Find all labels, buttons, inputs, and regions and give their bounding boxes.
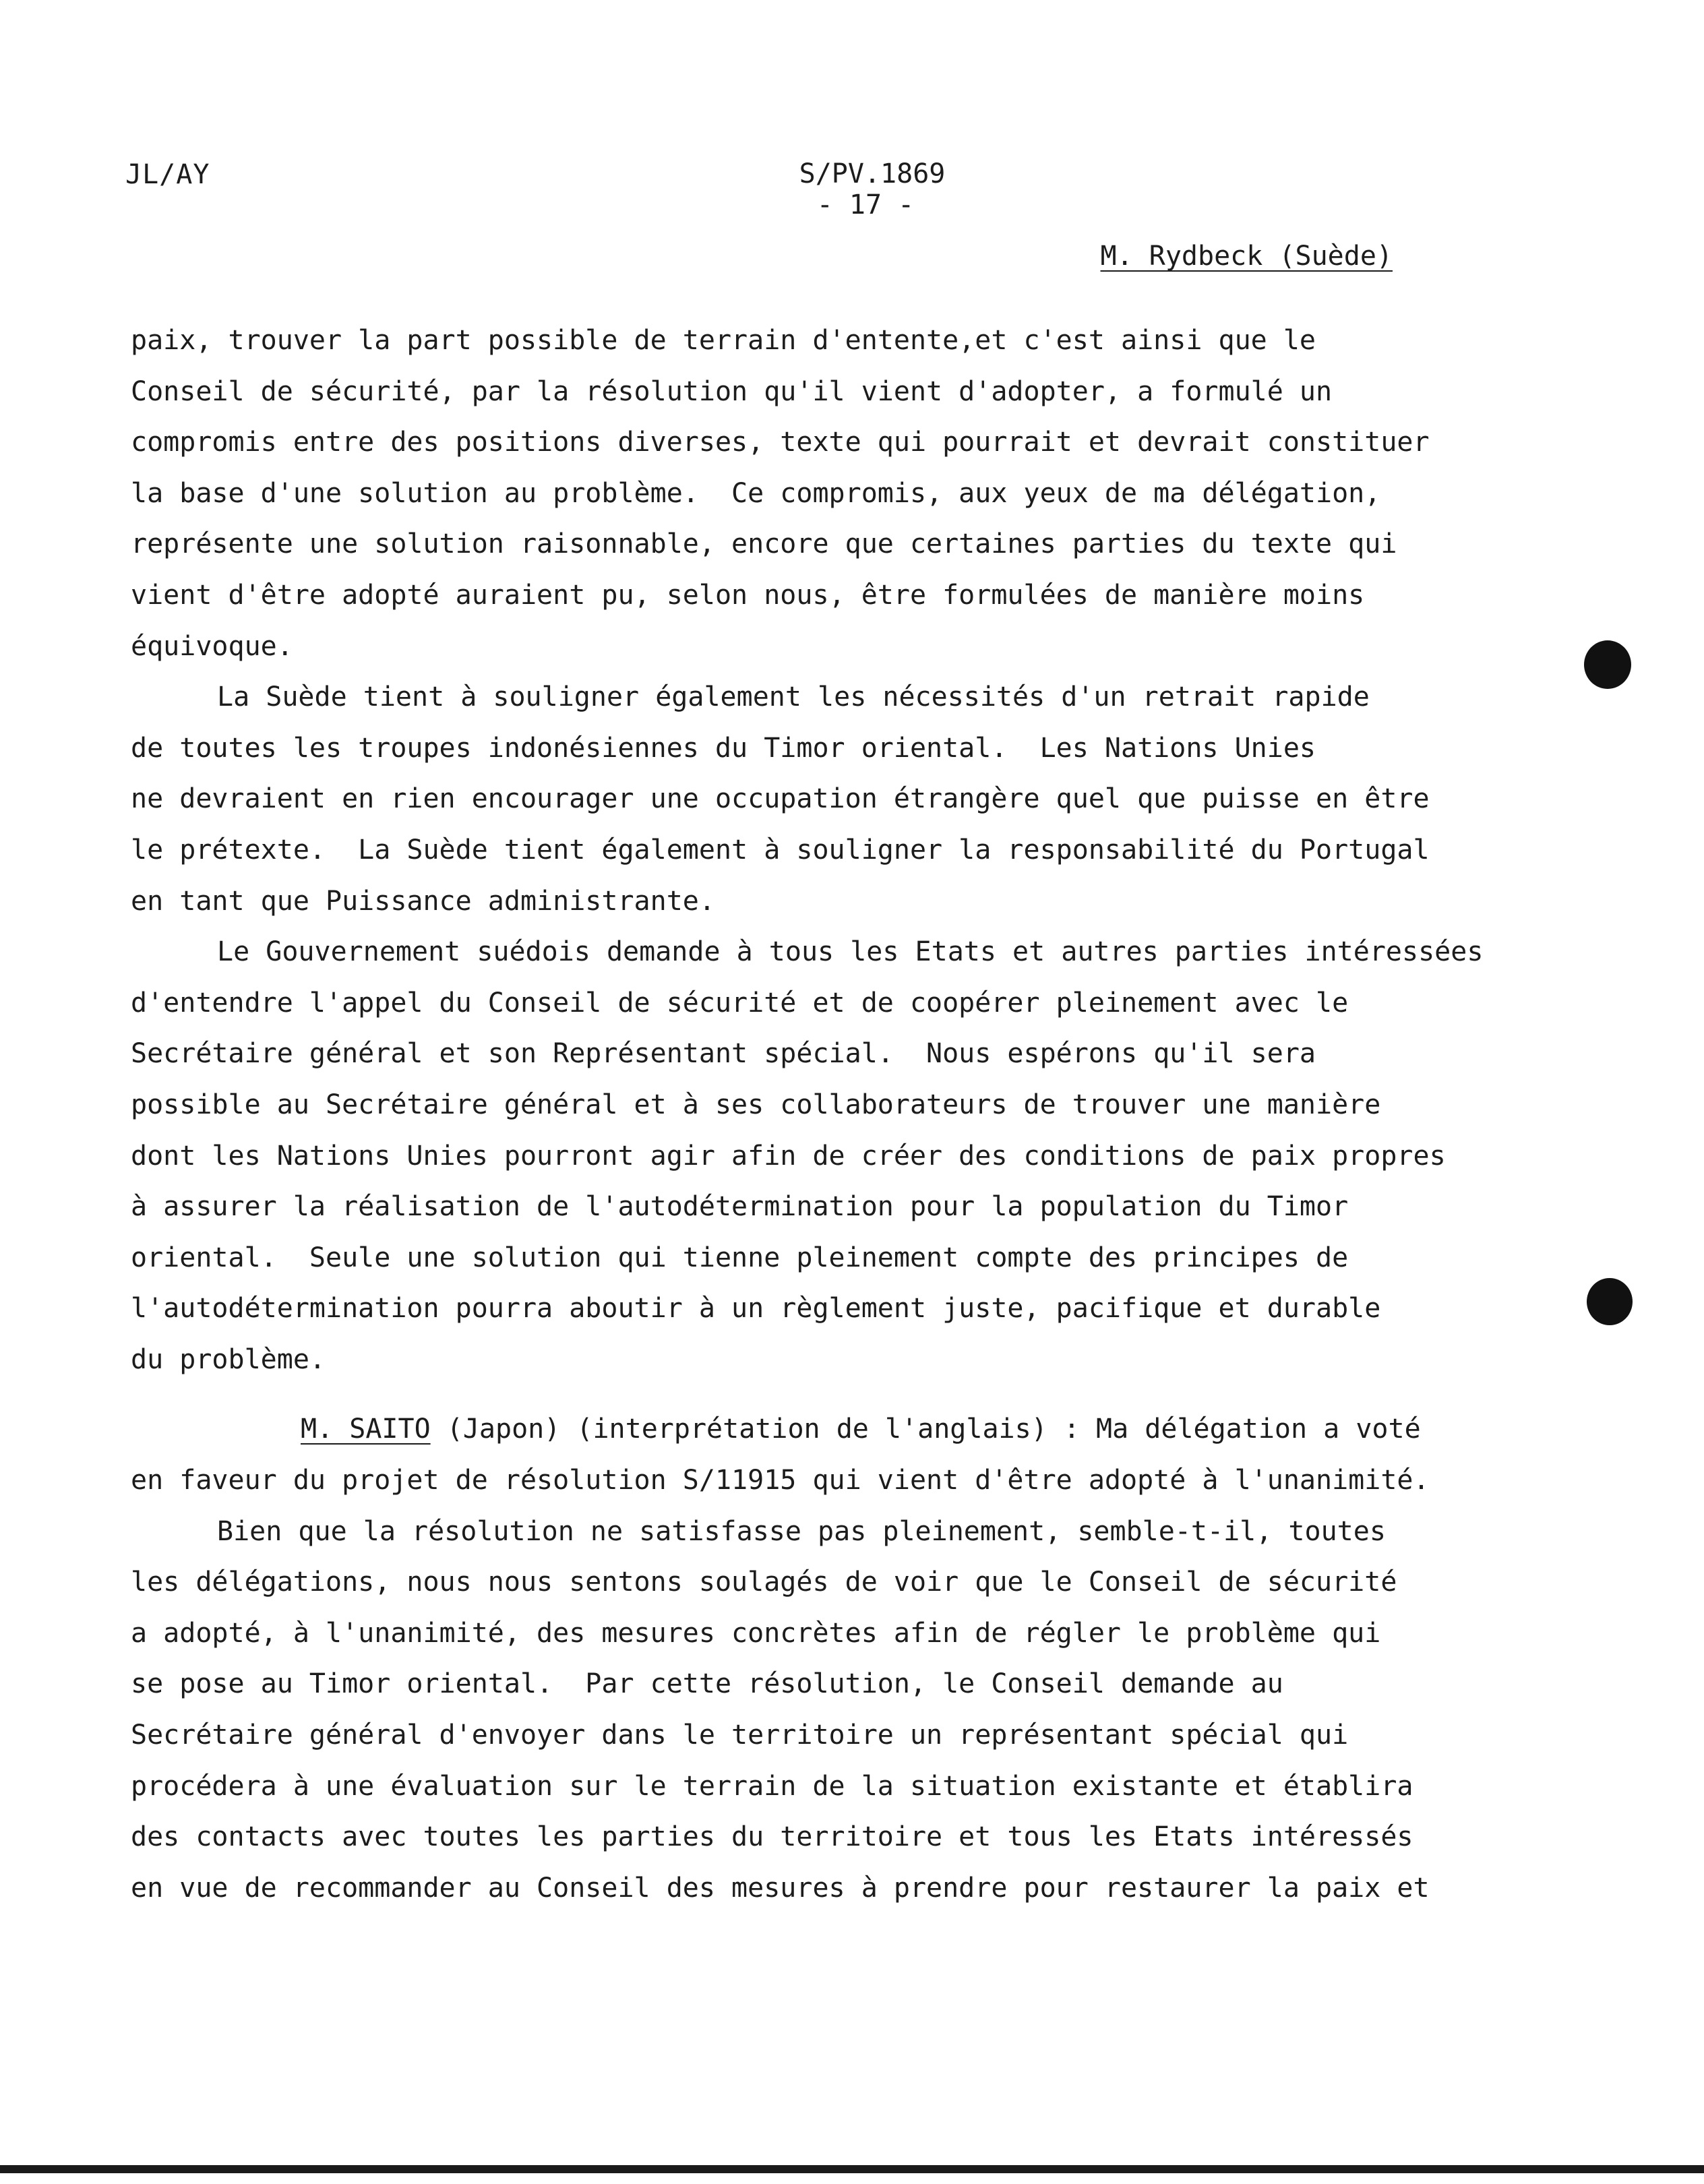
text-line: Le Gouvernement suédois demande à tous les Etats et autres parties intéressées <box>217 936 1484 968</box>
text-line: se pose au Timor oriental. Par cette résolution, le Conseil demande au <box>131 1668 1283 1700</box>
text-line: d'entendre l'appel du Conseil de sécurité et de coopérer pleinement avec le <box>131 987 1349 1019</box>
text-line: ne devraient en rien encourager une occupation étrangère quel que puisse en être <box>131 783 1430 815</box>
text-line: la base d'une solution au problème. Ce compromis, aux yeux de ma délégation, <box>131 477 1381 509</box>
text-line: équivoque. <box>131 630 293 662</box>
punch-hole-mark <box>1587 1278 1633 1325</box>
text-line: paix, trouver la part possible de terrain d'entente,et c'est ainsi que le <box>131 325 1316 356</box>
text-line: en vue de recommander au Conseil des mesures à prendre pour restaurer la paix et <box>131 1872 1430 1904</box>
document-body <box>131 315 1533 1914</box>
speaker-name: M. SAITO <box>301 1414 431 1445</box>
document-reference-code: JL/AY <box>125 159 210 190</box>
paragraph-gap <box>131 1385 1533 1404</box>
speaker-intro-text: (Japon) (interprétation de l'anglais) : Ma délégation a voté <box>430 1414 1421 1445</box>
text-line: Secrétaire général et son Représentant spécial. Nous espérons qu'il sera <box>131 1038 1316 1070</box>
text-line: les délégations, nous nous sentons soulagés de voir que le Conseil de sécurité <box>131 1567 1397 1598</box>
scan-edge-rule <box>0 2165 1704 2173</box>
text-line: oriental. Seule une solution qui tienne pleinement compte des principes de <box>131 1242 1349 1273</box>
text-line: le prétexte. La Suède tient également à souligner la responsabilité du Portugal <box>131 834 1430 866</box>
document-symbol: S/PV.1869 <box>799 158 946 189</box>
text-line: représente une solution raisonnable, encore que certaines parties du texte qui <box>131 528 1397 560</box>
text-line: dont les Nations Unies pourront agir afin de créer des conditions de paix propres <box>131 1140 1446 1172</box>
text-line: procédera à une évaluation sur le terrain de la situation existante et établira <box>131 1770 1413 1802</box>
text-line: vient d'être adopté auraient pu, selon nous, être formulées de manière moins <box>131 579 1365 611</box>
text-line: a adopté, à l'unanimité, des mesures concrètes afin de régler le problème qui <box>131 1617 1381 1649</box>
text-line: du problème. <box>131 1343 326 1375</box>
text-line: des contacts avec toutes les parties du territoire et tous les Etats intéressés <box>131 1821 1413 1853</box>
text-line: compromis entre des positions diverses, texte qui pourrait et devrait constituer <box>131 427 1430 458</box>
text-line: de toutes les troupes indonésiennes du Timor oriental. Les Nations Unies <box>131 732 1316 764</box>
page-number: - 17 - <box>816 189 915 220</box>
text-line: en faveur du projet de résolution S/11915 qui vient d'être adopté à l'unanimité. <box>131 1465 1430 1496</box>
speaker-heading: M. Rydbeck (Suède) <box>1100 241 1393 272</box>
text-line: La Suède tient à souligner également les nécessités d'un retrait rapide <box>217 681 1370 713</box>
saito-intro-line <box>131 1404 1533 1455</box>
punch-hole-mark <box>1584 640 1631 689</box>
text-line: l'autodétermination pourra aboutir à un règlement juste, pacifique et durable <box>131 1293 1381 1325</box>
text-line: Conseil de sécurité, par la résolution qu'il vient d'adopter, a formulé un <box>131 375 1333 407</box>
text-line: Secrétaire général d'envoyer dans le territoire un représentant spécial qui <box>131 1720 1349 1751</box>
text-line: possible au Secrétaire général et à ses collaborateurs de trouver une manière <box>131 1089 1381 1120</box>
text-line: Bien que la résolution ne satisfasse pas pleinement, semble-t-il, toutes <box>217 1515 1386 1547</box>
text-line: à assurer la réalisation de l'autodétermination pour la population du Timor <box>131 1191 1349 1223</box>
text-line: en tant que Puissance administrante. <box>131 885 715 917</box>
